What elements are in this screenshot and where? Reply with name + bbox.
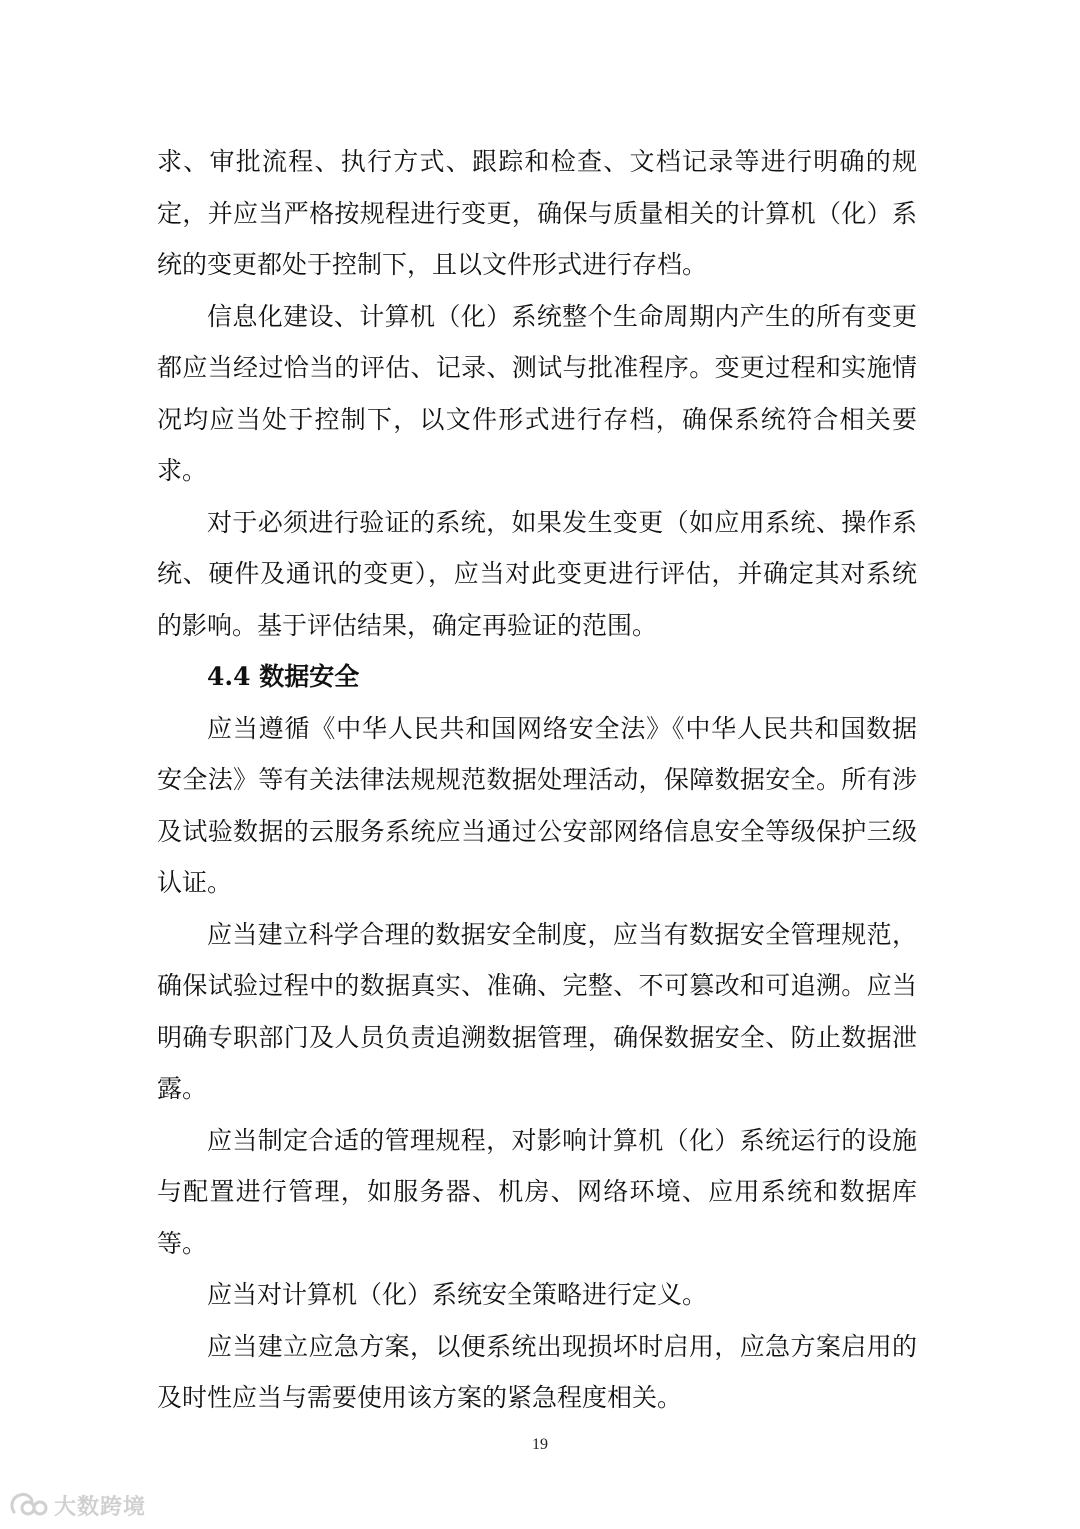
text-line: 应当建立科学合理的数据安全制度，应当有数据安全管理规范，: [207, 919, 917, 949]
watermark: [8, 1488, 146, 1522]
text-line: 及试验数据的云服务系统应当通过公安部网络信息安全等级保护三级: [157, 816, 917, 846]
text-line: 的影响。基于评估结果，确定再验证的范围。: [157, 610, 658, 640]
text-line: 及时性应当与需要使用该方案的紧急程度相关。: [157, 1383, 683, 1412]
text-line: 统、硬件及通讯的变更），应当对此变更进行评估，并确定其对系统: [157, 559, 917, 588]
text-line: 况均应当处于控制下，以文件形式进行存档，确保系统符合相关要: [157, 404, 917, 434]
text-line: 定，并应当严格按规程进行变更，确保与质量相关的计算机（化）系: [157, 198, 917, 228]
text-line: 认证。: [157, 868, 233, 897]
text-line: 统的变更都处于控制下，且以文件形式进行存档。: [157, 250, 708, 279]
text-line: 求、审批流程、执行方式、跟踪和检查、文档记录等进行明确的规: [157, 147, 917, 176]
watermark-text: 大数跨境: [54, 1494, 147, 1520]
text-line: 都应当经过恰当的评估、记录、测试与批准程序。变更过程和实施情: [157, 353, 917, 382]
watermark-logo-icon: [8, 1490, 48, 1520]
text-line: 与配置进行管理，如服务器、机房、网络环境、应用系统和数据库: [157, 1177, 917, 1206]
section-heading: 4.4 数据安全: [207, 662, 360, 691]
text-line: 应当制定合适的管理规程，对影响计算机（化）系统运行的设施: [207, 1125, 917, 1155]
text-line: 等。: [157, 1228, 208, 1258]
text-line: 对于必须进行验证的系统，如果发生变更（如应用系统、操作系: [207, 507, 917, 537]
text-line: 求。: [157, 456, 208, 485]
text-line: 明确专职部门及人员负责追溯数据管理，确保数据安全、防止数据泄: [157, 1022, 917, 1052]
text-line: 信息化建设、计算机（化）系统整个生命周期内产生的所有变更: [207, 301, 917, 331]
text-line: 应当建立应急方案，以便系统出现损坏时启用，应急方案启用的: [207, 1331, 917, 1361]
text-line: 应当遵循《中华人民共和国网络安全法》《中华人民共和国数据: [207, 713, 917, 743]
page-number: 19: [532, 1436, 548, 1453]
text-line: 确保试验过程中的数据真实、准确、完整、不可篡改和可追溯。应当: [157, 971, 917, 1000]
text-line: 露。: [157, 1074, 208, 1103]
text-line: 安全法》等有关法律法规规范数据处理活动，保障数据安全。所有涉: [157, 765, 917, 794]
body-text: [157, 136, 917, 1424]
text-line: 应当对计算机（化）系统安全策略进行定义。: [207, 1280, 708, 1309]
